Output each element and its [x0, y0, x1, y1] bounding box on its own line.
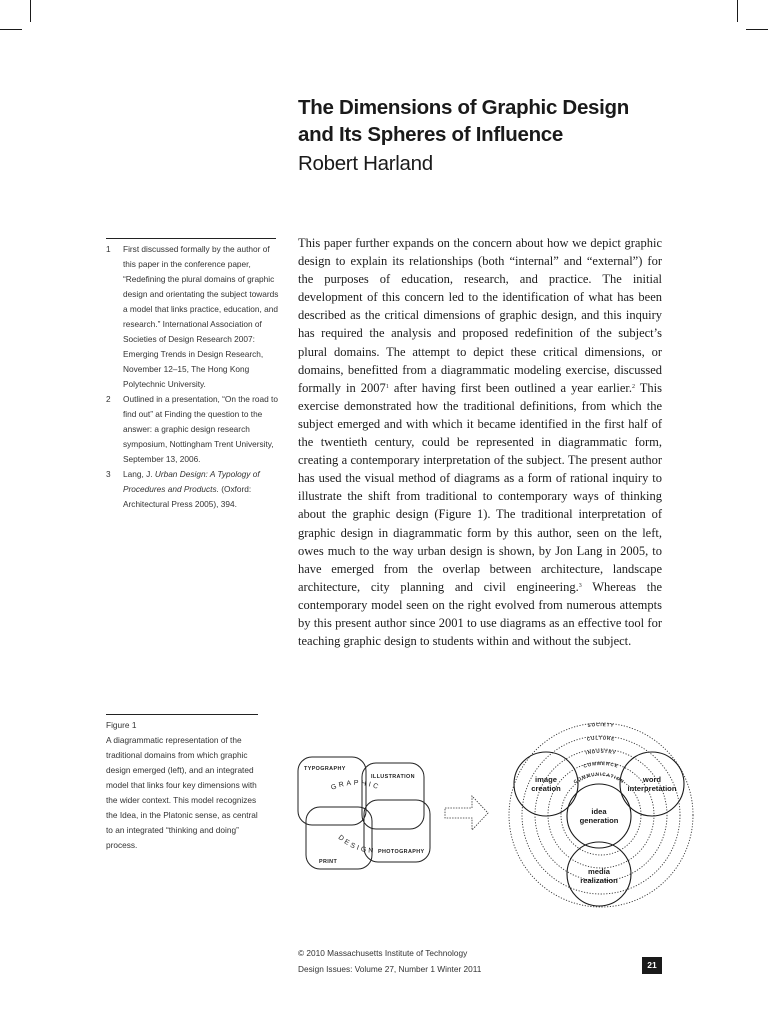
print-label: PRINT	[319, 859, 338, 865]
realization-label: realization	[580, 876, 618, 885]
copyright: © 2010 Massachusetts Institute of Technology	[298, 948, 468, 958]
journal-citation: Design Issues: Volume 27, Number 1 Winter 2011	[298, 963, 482, 974]
industry-label: INDUSTRY	[584, 748, 617, 756]
media-label: media	[588, 867, 610, 876]
author-name: Robert Harland	[298, 152, 433, 175]
footnote-text: (Oxford: Architectural Press 2005), 394.	[123, 484, 252, 509]
footnote-number: 3	[106, 469, 111, 479]
generation-label: generation	[579, 816, 619, 825]
footnote-number: 2	[106, 394, 111, 404]
footnote	[106, 242, 282, 392]
body-text: This paper further expands on the concern about how we depict graphic design to explain its relationships (both “internal” and “external”) for the purposes of education, research, and practice. The initial development of this concern led to the identification of what has been described as the critical dimensions of graphic design, and this inquiry has required the analysis and proposed redefinition of the subject’s plural domains. The attempt to depict these critical dimensions, or domains, benefitted from a diagrammatic modeling exercise, discussed formally in 2007	[298, 236, 662, 395]
idea-label: idea	[591, 807, 607, 816]
image-label: image	[535, 775, 557, 784]
footnote-text: Lang, J.	[123, 469, 155, 479]
culture-label: CULTURE	[586, 735, 616, 742]
footnote-number: 1	[106, 244, 111, 254]
footnote-ref: 2	[631, 383, 635, 390]
footnote	[106, 392, 282, 467]
word-label: word	[642, 775, 662, 784]
figure-label: Figure 1	[106, 720, 137, 730]
footnotes	[106, 242, 282, 512]
transition-arrow	[445, 796, 488, 830]
design-arc-label: DESIGN	[336, 834, 376, 856]
figure-1-diagram	[290, 705, 700, 915]
communication-label: COMMUNICATION	[572, 771, 626, 785]
figure-caption-text: A diagrammatic representation of the traditional domains from which graphic design emerged (left), and an integrated model that links four key dimensions with the wider context. This model recognizes the Idea, in the Platonic sense, as central to an integrated “thinking and doing” process.	[106, 735, 258, 850]
interpretation-label: interpretation	[627, 784, 677, 793]
article-title	[298, 94, 718, 148]
body-paragraph	[298, 234, 662, 650]
figure-caption	[106, 718, 266, 853]
body-text: Whereas the contemporary model seen on the right evolved from numerous attempts by this present author since 2001 to use diagrams as an effective tool for teaching graphic design to students within and without the subject.	[298, 579, 662, 649]
page-number: 21	[642, 957, 662, 974]
photography-label: PHOTOGRAPHY	[378, 849, 425, 855]
commerce-label: COMMERCE	[582, 760, 620, 769]
footnote-text: Outlined in a presentation, “On the road to find out” at Finding the question to the answer: a graphic design research symposium, Nottingham Trent University, September 13, 2006.	[123, 394, 278, 464]
body-text: after having first been outlined a year earlier.	[388, 380, 632, 395]
illustration-label: ILLUSTRATION	[371, 774, 415, 780]
graphic-arc-label: GRAPHIC	[330, 779, 382, 792]
footnote-rule	[106, 238, 276, 239]
society-label: SOCIETY	[587, 722, 615, 729]
footnote-ref: 3	[578, 582, 582, 589]
crop-mark	[746, 29, 768, 30]
creation-label: creation	[531, 784, 561, 793]
caption-rule	[106, 714, 258, 715]
footnote	[106, 467, 282, 512]
body-text: This exercise demonstrated how the traditional definitions, from which the subject emerged and with which it became identified in the first half of the twentieth century, could be represented in diagrammatic form, creating a contemporary interpretation of the subject. The present author has used the visual method of diagrams as a form of rational inquiry to illustrate the shift from traditional to contemporary ways of thinking about the graphic design (Figure 1). The traditional interpretation of graphic design in diagrammatic form by this author, seen on the left, owes much to the way urban design is shown, by Jon Lang in 2005, to have emerged from the overlap between architecture, landscape architecture, city planning and civil engineering.	[298, 380, 662, 594]
typography-label: TYPOGRAPHY	[304, 766, 346, 772]
footnote-ref: 1	[385, 383, 389, 390]
footnote-text: First discussed formally by the author of this paper in the conference paper, “Redefining the plural domains of graphic design and orientating the subject towards a model that links practice, education, and research.” International Association of Societies of Design Research 2007: Emerging Trends in Design Research, November 12–15, The Hong Kong Polytechnic University.	[123, 244, 279, 389]
crop-mark	[30, 0, 31, 22]
footnote-book-title: Urban Design: A Typology of Procedures and Products.	[123, 469, 260, 494]
title-line-1: The Dimensions of Graphic Design	[298, 96, 629, 119]
title-line-2: and Its Spheres of Influence	[298, 123, 563, 146]
crop-mark	[737, 0, 738, 22]
crop-mark	[0, 29, 22, 30]
illustration-domain	[362, 763, 424, 829]
page-footer	[298, 946, 481, 977]
